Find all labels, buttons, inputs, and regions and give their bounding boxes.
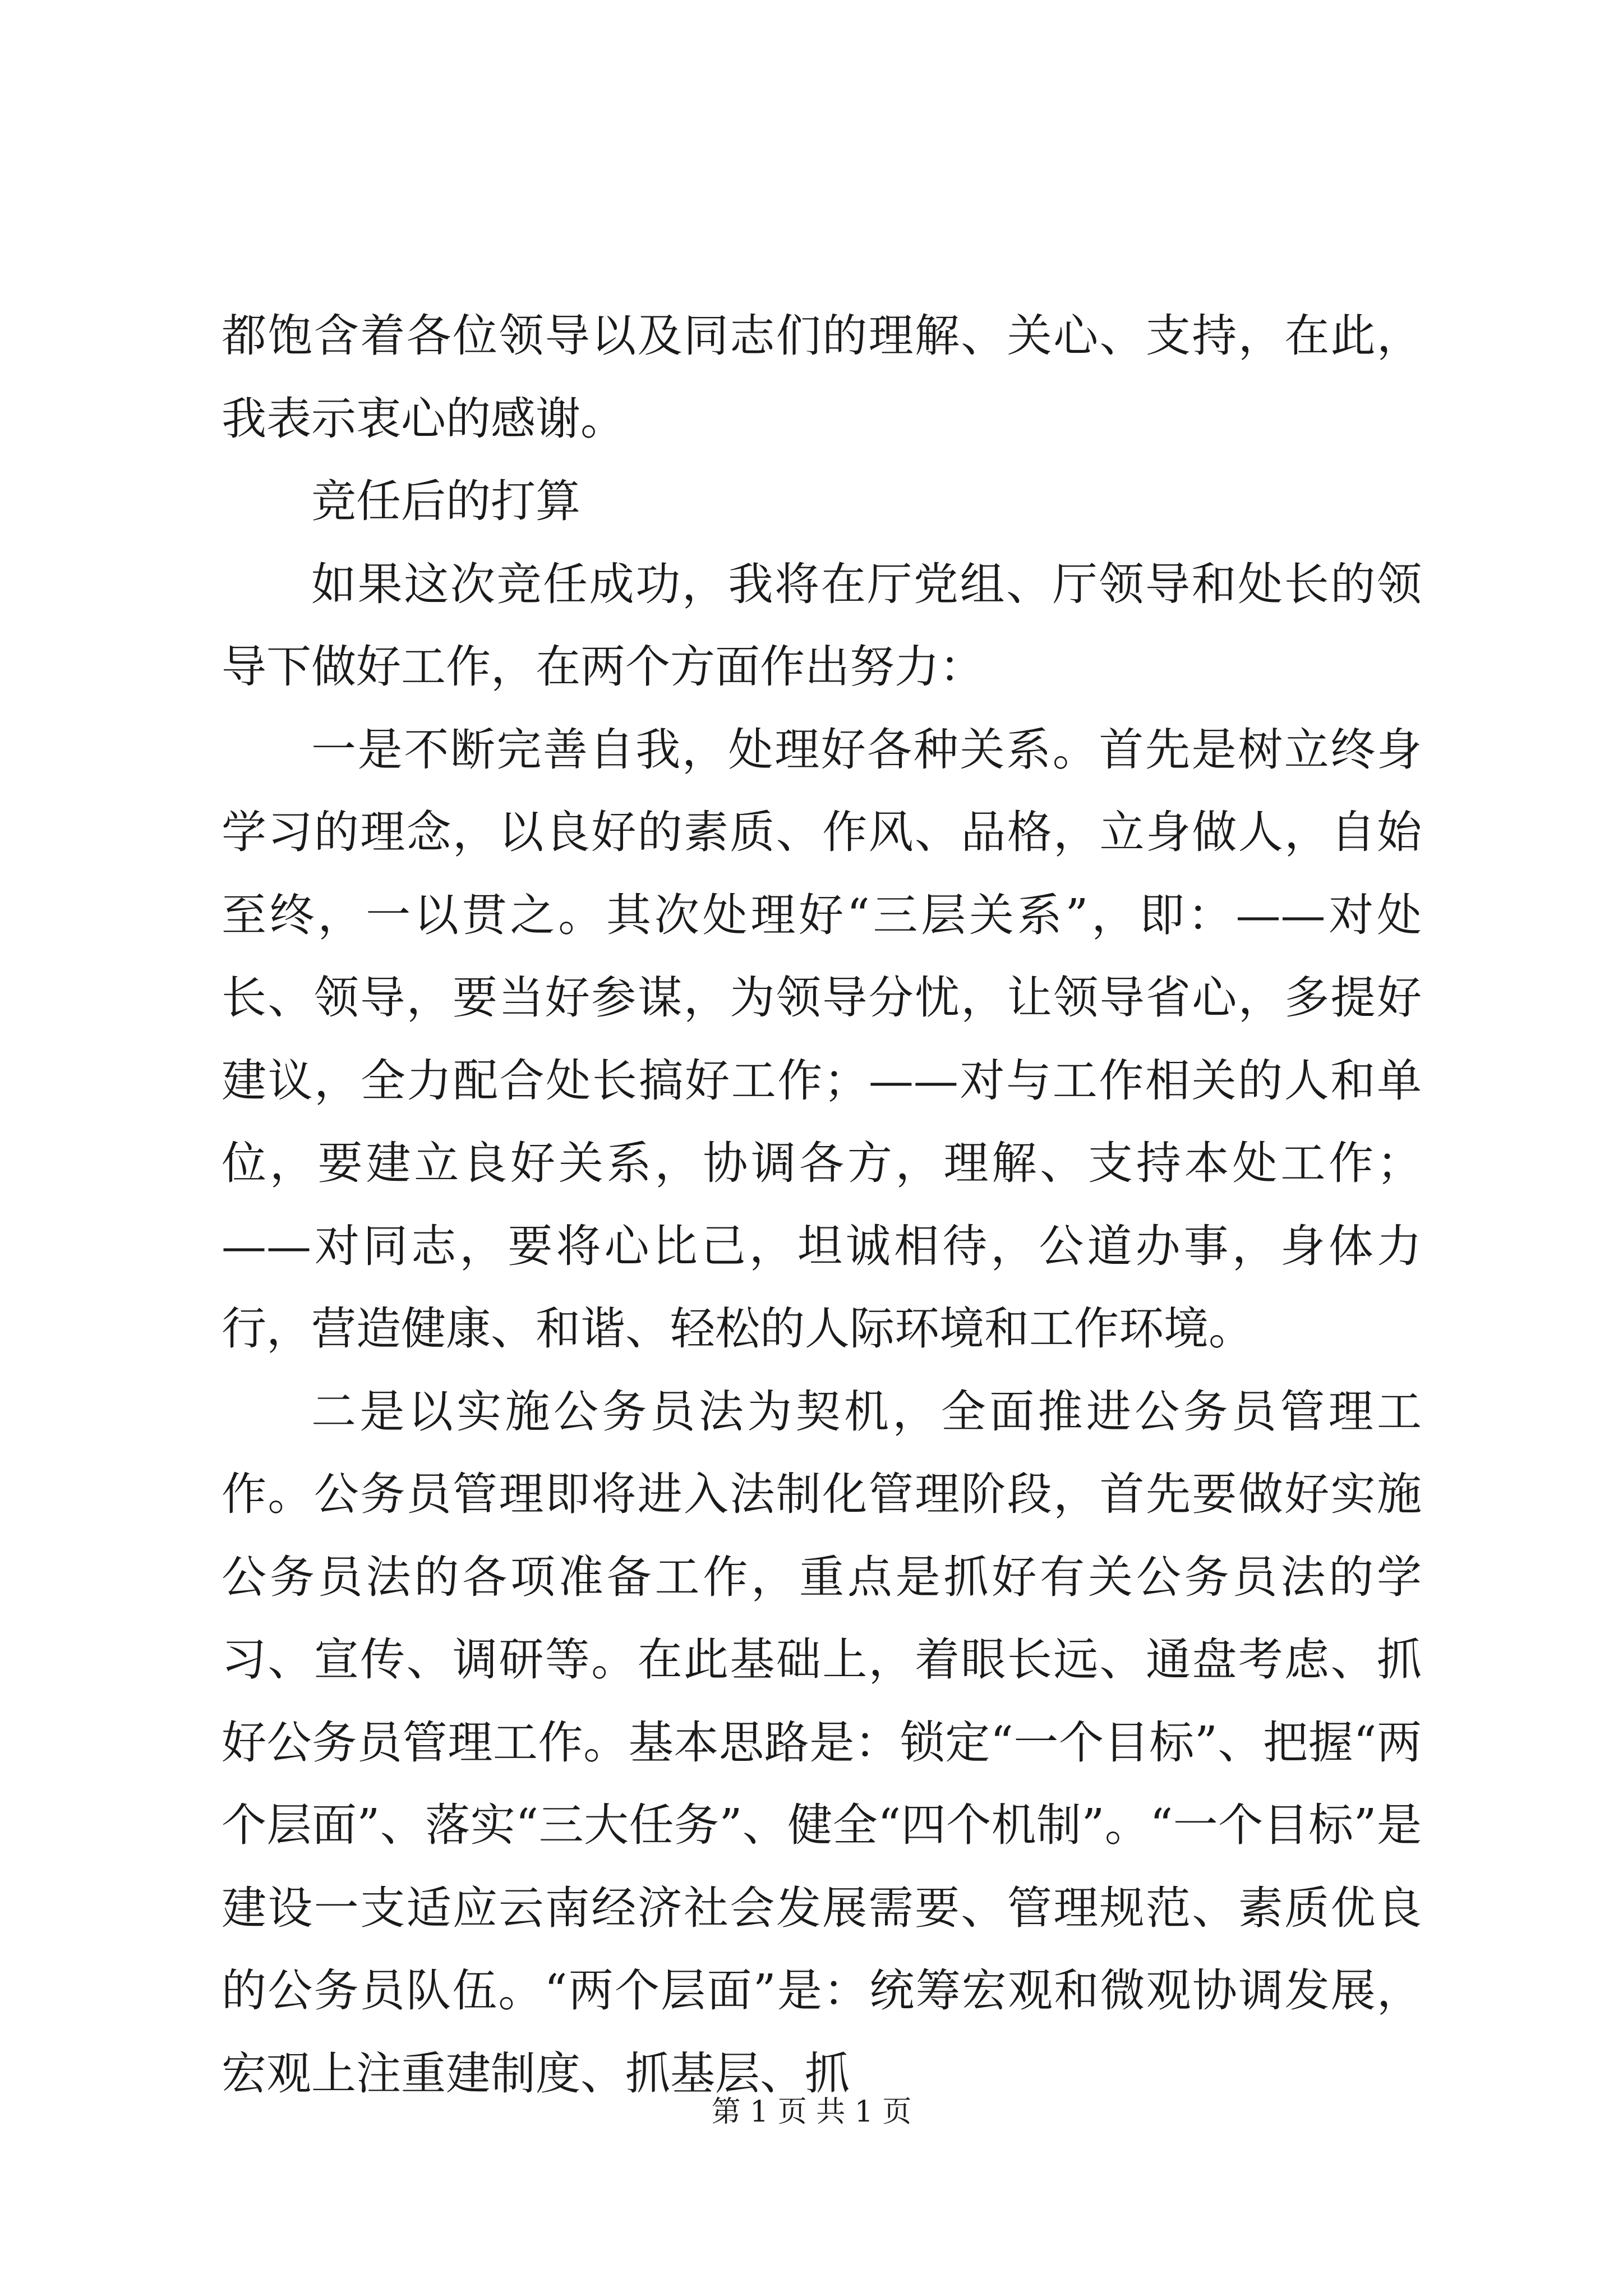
paragraph-3: 如果这次竞任成功，我将在厅党组、厅领导和处长的领导下做好工作，在两个方面作出努力： [222, 558, 1422, 693]
page-footer: 第 1 页 共 1 页 [711, 2095, 912, 2129]
paragraph-5: 二是以实施公务员法为契机，全面推进公务员管理工作。公务员管理即将进入法制化管理阶段，首先要做好实施公务员法的各项准备工作，重点是抓好有关公务员法的学习、宣传、调研等。在此基础上，着眼长远、通盘考虑、抓好公务员管理工作。基本思路是：锁定“一个目标”、把握“两个层面”、落实“三大任务”、健全“四个机制”。“一个目标”是建设一支适应云南经济社会发展需要、管理规范、素质优良的公务员队伍。“两个层面”是：统筹宏观和微观协调发展，宏观上注重建制度、抓基层、抓 [222, 1385, 1422, 2100]
document-body [222, 295, 1422, 2115]
paragraph-1: 都饱含着各位领导以及同志们的理解、关心、支持，在此，我表示衷心的感谢。 [222, 310, 1422, 445]
paragraph-4: 一是不断完善自我，处理好各种关系。首先是树立终身学习的理念，以良好的素质、作风、品格，立身做人，自始至终，一以贯之。其次处理好“三层关系”，即：——对处长、领导，要当好参谋，为领导分忧，让领导省心，多提好建议，全力配合处长搞好工作；——对与工作相关的人和单位，要建立良好关系，协调各方，理解、支持本处工作；——对同志，要将心比己，坦诚相待，公道办事，身体力行，营造健康、和谐、轻松的人际环境和工作环境。 [222, 723, 1422, 1355]
section-heading: 竞任后的打算 [311, 475, 580, 527]
